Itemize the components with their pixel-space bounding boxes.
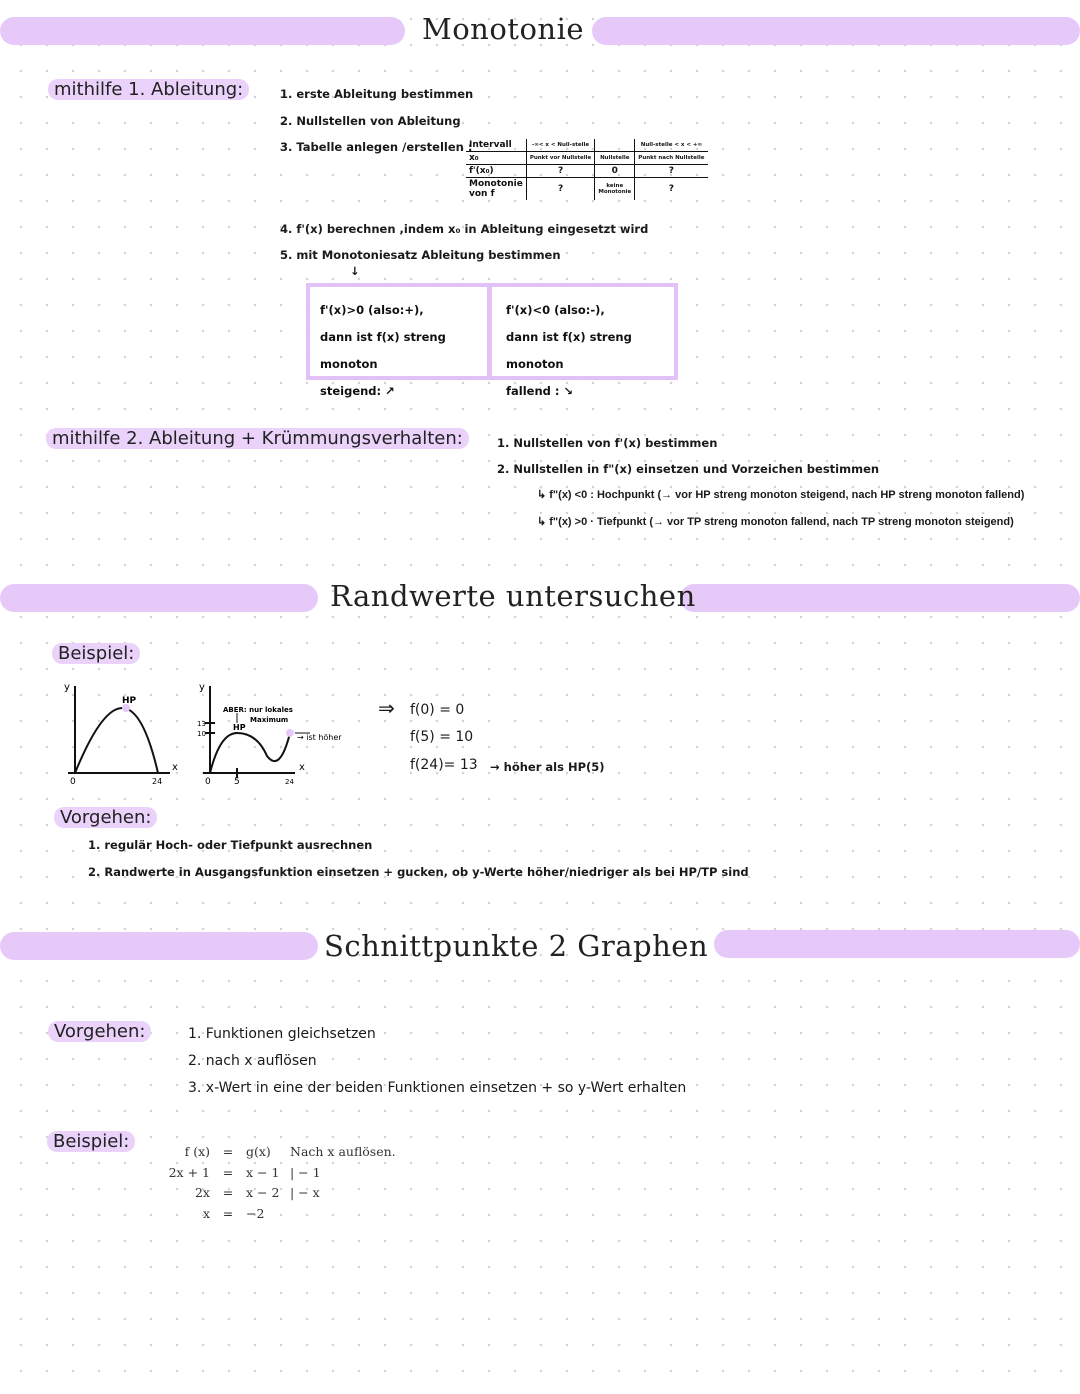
- rule-line: f'(x)<0 (also:-),: [506, 303, 605, 317]
- equation-row: 2x = x − 2 | − x: [194, 1185, 320, 1200]
- rule-line: dann ist f(x) streng monoton: [506, 330, 632, 371]
- rule-decreasing: [496, 287, 674, 398]
- label-beispiel: Beispiel:: [52, 643, 140, 664]
- equation-row: f (x) = g(x) Nach x auflösen.: [184, 1144, 396, 1159]
- step: 2. Randwerte in Ausgangsfunktion einsetzen + gucken, ob y-Werte höher/niedriger als bei HP/TP sind: [88, 865, 749, 879]
- step: 1. regulär Hoch- oder Tiefpunkt ausrechnen: [88, 838, 373, 852]
- section-title-schnittpunkte: Schnittpunkte 2 Graphen: [324, 929, 709, 963]
- cell: ?: [635, 165, 708, 178]
- axis-label: x: [172, 762, 178, 773]
- step: 5. mit Monotoniesatz Ableitung bestimmen: [280, 248, 561, 262]
- header-band-left: [0, 932, 318, 960]
- axis-label: x: [299, 762, 305, 773]
- cell: f'(x₀): [466, 165, 526, 178]
- cell: Punkt nach Nullstelle: [635, 152, 708, 165]
- equation-row: x = −2: [202, 1205, 265, 1221]
- hp-label: HP: [233, 723, 246, 732]
- down-arrow-icon: ↓: [350, 264, 360, 278]
- cell: ?: [526, 178, 594, 201]
- result-comment: → höher als HP(5): [490, 760, 605, 774]
- cell: Nullstelle: [595, 152, 635, 165]
- step: ↳ f"(x) <0 : Hochpunkt (→ vor HP streng monoton steigend, nach HP streng monoton fallend): [537, 489, 1025, 501]
- implies-icon: ⇒: [378, 696, 395, 720]
- axis-label: y: [199, 682, 205, 693]
- cell: Intervall: [466, 139, 526, 152]
- hp-label: HP: [122, 696, 137, 706]
- annotation: → ist höher: [297, 733, 342, 742]
- section-title-randwerte: Randwerte untersuchen: [330, 579, 696, 613]
- graph-boundary: [195, 678, 365, 788]
- equation-row: 2x + 1 = x − 1 | − 1: [168, 1164, 321, 1180]
- tick-label: 10: [197, 730, 206, 738]
- axis-label: y: [64, 682, 70, 693]
- cell: x₀: [466, 152, 526, 165]
- header-band-right: [714, 930, 1080, 958]
- section-title-monotonie: Monotonie: [422, 12, 585, 46]
- label-vorgehen: Vorgehen:: [48, 1021, 151, 1042]
- step: 4. f'(x) berechnen ,indem x₀ in Ableitung eingesetzt wird: [280, 222, 649, 236]
- header-band-left: [0, 17, 405, 45]
- equation-block: [160, 1144, 396, 1226]
- header-band-right: [592, 17, 1080, 45]
- tick-label: 13: [197, 720, 206, 728]
- cell: keine Monotonie: [595, 178, 635, 201]
- tick-label: 24: [285, 778, 294, 786]
- label-beispiel: Beispiel:: [47, 1131, 135, 1152]
- label-vorgehen: Vorgehen:: [54, 807, 157, 828]
- rule-line: steigend: ↗: [320, 384, 395, 398]
- result: f(24)= 13: [410, 757, 478, 773]
- cell: [595, 139, 635, 152]
- cell: ?: [635, 178, 708, 201]
- header-band-right: [680, 584, 1080, 612]
- step: 2. Nullstellen von Ableitung: [280, 114, 461, 128]
- rule-line: f'(x)>0 (also:+),: [320, 303, 424, 317]
- step: ↳ f"(x) >0 · Tiefpunkt (→ vor TP streng monoton fallend, nach TP streng monoton steigend): [537, 516, 1014, 528]
- cell: Punkt vor Nullstelle: [526, 152, 594, 165]
- rule-line: fallend : ↘: [506, 384, 574, 398]
- result: f(5) = 10: [410, 729, 474, 745]
- step: 2. nach x auflösen: [188, 1053, 317, 1069]
- monotonie-table: [466, 139, 708, 200]
- cell: Null-stelle < x < +∞: [635, 139, 708, 152]
- cell: Monotonie von f: [466, 178, 526, 201]
- step: 3. Tabelle anlegen /erstellen :: [280, 140, 473, 154]
- cell: ?: [526, 165, 594, 178]
- tick-label: 5: [234, 777, 240, 787]
- step: 1. erste Ableitung bestimmen: [280, 87, 474, 101]
- tick-label: 0: [70, 777, 76, 787]
- monotonie-rule-box: [306, 283, 678, 398]
- tick-label: 24: [152, 777, 163, 786]
- label-abl1: mithilfe 1. Ableitung:: [48, 79, 249, 100]
- cell: 0: [595, 165, 635, 178]
- rule-increasing: [310, 287, 492, 398]
- step: 3. x-Wert in eine der beiden Funktionen einsetzen + so y-Wert erhalten: [188, 1080, 687, 1096]
- result: f(0) = 0: [410, 702, 465, 718]
- cell: -∞< x < Null-stelle: [526, 139, 594, 152]
- header-band-left: [0, 584, 318, 612]
- step: 1. Funktionen gleichsetzen: [188, 1026, 376, 1042]
- step: 2. Nullstellen in f"(x) einsetzen und Vorzeichen bestimmen: [497, 462, 880, 476]
- annotation: Maximum: [250, 716, 289, 724]
- label-abl2: mithilfe 2. Ableitung + Krümmungsverhalten:: [46, 428, 469, 449]
- graph-parabola: [60, 678, 180, 788]
- tick-label: 0: [205, 777, 211, 787]
- annotation: ABER: nur lokales: [223, 706, 293, 714]
- step: 1. Nullstellen von f'(x) bestimmen: [497, 436, 718, 450]
- rule-line: dann ist f(x) streng monoton: [320, 330, 446, 371]
